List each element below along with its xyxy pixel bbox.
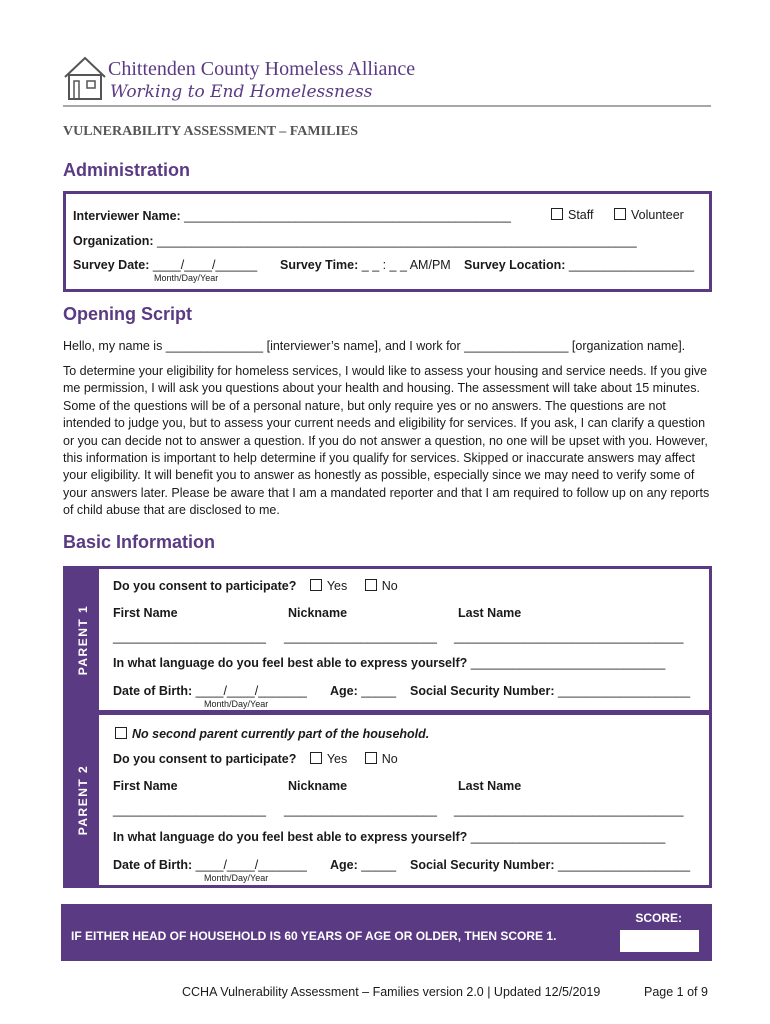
ssn-label: Social Security Number: bbox=[410, 858, 555, 872]
yes-label: Yes bbox=[326, 752, 348, 766]
first-name-label: First Name bbox=[113, 606, 178, 620]
ssn-label: Social Security Number: bbox=[410, 684, 555, 698]
parent-1-consent-row bbox=[113, 579, 398, 593]
organization-tagline: Working to End Homelessness bbox=[110, 82, 373, 102]
interviewer-field[interactable]: _______________________________________________ bbox=[184, 209, 511, 223]
score-band bbox=[61, 904, 712, 961]
consent-no-option[interactable] bbox=[365, 579, 398, 593]
last-name-label: Last Name bbox=[458, 779, 522, 793]
no-second-parent-option[interactable] bbox=[115, 727, 429, 741]
parent-2-box bbox=[63, 712, 712, 888]
nickname-label: Nickname bbox=[288, 606, 348, 620]
footer-version: CCHA Vulnerability Assessment – Families version 2.0 | Updated 12/5/2019 bbox=[182, 985, 601, 999]
organization-field[interactable]: _____________________________________________________________________ bbox=[157, 234, 637, 248]
staff-label: Staff bbox=[568, 208, 594, 222]
organization-name: Chittenden County Homeless Alliance bbox=[108, 58, 416, 80]
consent-yes-option[interactable] bbox=[310, 579, 347, 593]
language-question: In what language do you feel best able to express yourself? bbox=[113, 656, 468, 670]
dob-field[interactable]: ____/____/_______ bbox=[195, 858, 307, 872]
interviewer-label: Interviewer Name: bbox=[73, 209, 181, 223]
first-name-field[interactable]: ______________________ bbox=[113, 630, 266, 644]
nickname-label: Nickname bbox=[288, 779, 348, 793]
survey-time-label: Survey Time: bbox=[280, 258, 359, 272]
consent-yes-option[interactable] bbox=[310, 752, 347, 766]
administration-box bbox=[63, 191, 712, 292]
score-label: SCORE: bbox=[635, 911, 682, 925]
score-field[interactable] bbox=[620, 930, 699, 952]
survey-time-field[interactable]: _ _ : _ _ AM/PM bbox=[361, 258, 451, 272]
opening-script-heading: Opening Script bbox=[63, 304, 193, 324]
survey-date-row bbox=[73, 258, 257, 272]
header-divider bbox=[63, 105, 711, 107]
parent-2-consent-row bbox=[113, 752, 398, 766]
parent-1-tab-label: PARENT 1 bbox=[75, 604, 90, 675]
no-second-parent-label: No second parent currently part of the household. bbox=[132, 727, 430, 741]
yes-checkbox[interactable] bbox=[310, 579, 322, 591]
interviewer-row bbox=[73, 209, 511, 223]
parent-1-box bbox=[63, 566, 712, 713]
consent-no-option[interactable] bbox=[365, 752, 398, 766]
age-field[interactable]: _____ bbox=[361, 684, 397, 698]
ssn-row bbox=[410, 858, 690, 872]
ssn-row bbox=[410, 684, 690, 698]
opening-greeting: Hello, my name is ______________ [interviewer’s name], and I work for _______________ [organization name]. bbox=[63, 339, 686, 353]
no-label: No bbox=[381, 579, 398, 593]
ssn-field[interactable]: ___________________ bbox=[557, 684, 691, 698]
language-question: In what language do you feel best able to express yourself? bbox=[113, 830, 468, 844]
dob-field[interactable]: ____/____/_______ bbox=[195, 684, 307, 698]
age-label: Age: bbox=[330, 858, 358, 872]
consent-question: Do you consent to participate? bbox=[113, 752, 297, 766]
dob-hint: Month/Day/Year bbox=[204, 873, 269, 883]
consent-question: Do you consent to participate? bbox=[113, 579, 297, 593]
age-field[interactable]: _____ bbox=[361, 858, 397, 872]
footer-page-number: Page 1 of 9 bbox=[644, 985, 708, 999]
age-row bbox=[330, 684, 396, 698]
survey-location-field[interactable]: __________________ bbox=[568, 258, 695, 272]
no-label: No bbox=[381, 752, 398, 766]
survey-location-row bbox=[464, 258, 694, 272]
organization-row bbox=[73, 234, 637, 248]
ssn-field[interactable]: ___________________ bbox=[557, 858, 691, 872]
nickname-field[interactable]: ______________________ bbox=[284, 630, 437, 644]
last-name-field[interactable]: _________________________________ bbox=[454, 803, 684, 817]
yes-checkbox[interactable] bbox=[310, 752, 322, 764]
dob-label: Date of Birth: bbox=[113, 684, 193, 698]
survey-date-field[interactable]: ____/____/______ bbox=[152, 258, 258, 272]
parent-2-tab bbox=[66, 715, 99, 885]
staff-checkbox[interactable] bbox=[551, 208, 563, 220]
last-name-field[interactable]: _________________________________ bbox=[454, 630, 684, 644]
administration-heading: Administration bbox=[63, 160, 191, 180]
parent-1-tab bbox=[66, 569, 99, 710]
age-score-instruction: IF EITHER HEAD OF HOUSEHOLD IS 60 YEARS OF AGE OR OLDER, THEN SCORE 1. bbox=[71, 929, 557, 943]
survey-location-label: Survey Location: bbox=[464, 258, 566, 272]
survey-time-row bbox=[280, 258, 451, 272]
document-title: VULNERABILITY ASSESSMENT – FAMILIES bbox=[63, 124, 358, 139]
language-row bbox=[113, 830, 665, 844]
parent-2-tab-label: PARENT 2 bbox=[75, 764, 90, 836]
language-row bbox=[113, 656, 665, 670]
dob-row bbox=[113, 858, 307, 872]
house-logo-icon bbox=[63, 55, 107, 101]
dob-label: Date of Birth: bbox=[113, 858, 193, 872]
language-field[interactable]: ____________________________ bbox=[470, 830, 666, 844]
language-field[interactable]: ____________________________ bbox=[470, 656, 666, 670]
last-name-label: Last Name bbox=[458, 606, 522, 620]
volunteer-checkbox[interactable] bbox=[614, 208, 626, 220]
no-second-parent-checkbox[interactable] bbox=[115, 727, 127, 739]
age-row bbox=[330, 858, 396, 872]
survey-date-hint: Month/Day/Year bbox=[154, 273, 219, 283]
no-checkbox[interactable] bbox=[365, 752, 377, 764]
first-name-field[interactable]: ______________________ bbox=[113, 803, 266, 817]
volunteer-label: Volunteer bbox=[631, 208, 684, 222]
survey-date-label: Survey Date: bbox=[73, 258, 150, 272]
age-label: Age: bbox=[330, 684, 358, 698]
yes-label: Yes bbox=[326, 579, 348, 593]
volunteer-option[interactable] bbox=[614, 208, 684, 222]
first-name-label: First Name bbox=[113, 779, 178, 793]
dob-hint: Month/Day/Year bbox=[204, 699, 269, 709]
nickname-field[interactable]: ______________________ bbox=[284, 803, 437, 817]
dob-row bbox=[113, 684, 307, 698]
basic-information-heading: Basic Information bbox=[63, 532, 216, 552]
no-checkbox[interactable] bbox=[365, 579, 377, 591]
staff-option[interactable] bbox=[551, 208, 593, 222]
organization-label: Organization: bbox=[73, 234, 154, 248]
opening-paragraph: To determine your eligibility for homeless services, I would like to assess your housing and service needs. If you give me permission, I will ask you questions about your health and housing. The assessment will take about 15 minutes. Some of the questions will be of a personal nature, but only require yes or no answers. The questions are not intended to judge you, but to assess your current needs and eligibility for services. If you ask, I can clarify a question or you can decide not to answer a question. If you do not answer a question, no one will be upset with you. However, this information is important to help determine if you qualify for services. Skipped or inaccurate answers may affect your eligibility. It will benefit you to answer as honestly as possible, especially since we may need to verify some of your answers later. Please be aware that I am a mandated reporter and that I am required to follow up on any reports of child abuse that are disclosed to me. bbox=[63, 364, 710, 518]
